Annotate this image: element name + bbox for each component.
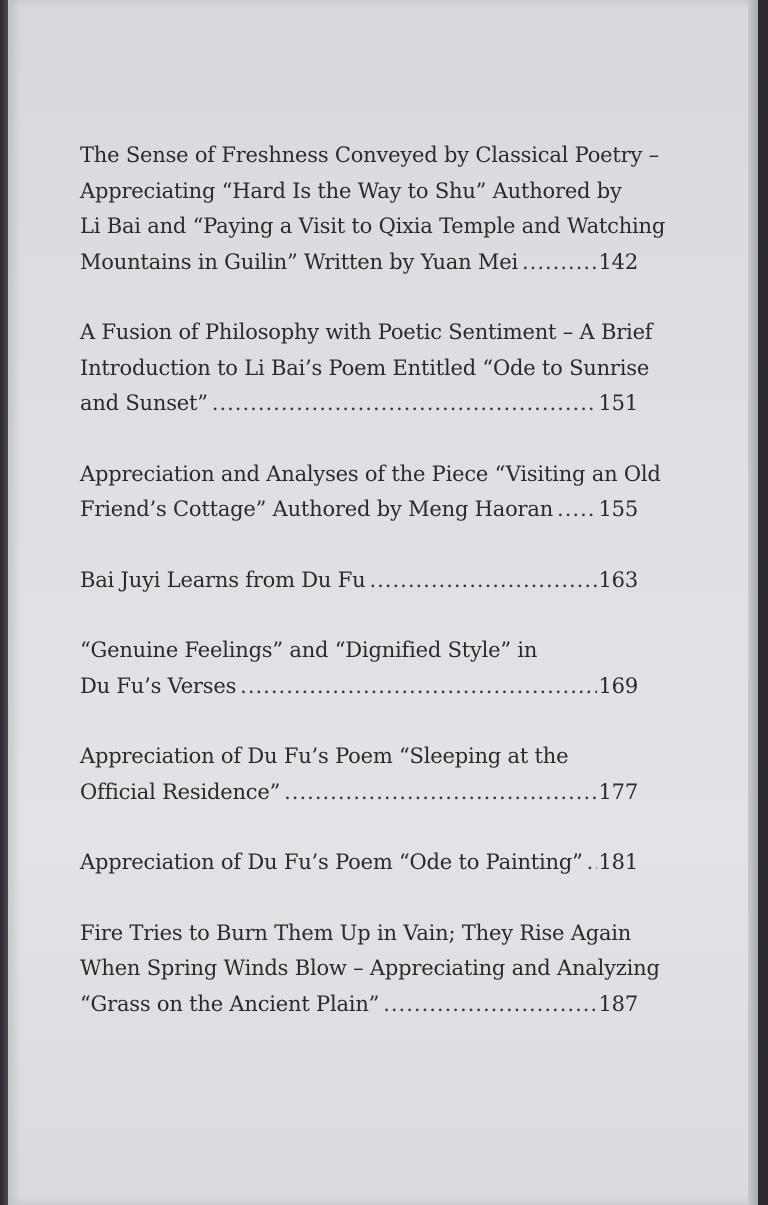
toc-entry-line: The Sense of Freshness Conveyed by Classical Poetry – (80, 143, 659, 167)
toc-entry[interactable] (80, 633, 638, 704)
toc-entry-line: “Genuine Feelings” and “Dignified Style” in (80, 638, 538, 662)
page-number: 163 (598, 567, 638, 592)
toc-entry-line: Mountains in Guilin” Written by Yuan Mei (80, 249, 518, 274)
toc-entry-line: Friend’s Cottage” Authored by Meng Haoran (80, 497, 554, 521)
page-number: 155 (598, 497, 638, 521)
toc-entry[interactable] (80, 138, 666, 280)
toc-entry[interactable] (80, 315, 653, 422)
page-number: 151 (598, 391, 638, 415)
toc-entry-line: Li Bai and “Paying a Visit to Qixia Temple and Watching (80, 214, 666, 238)
toc-entry[interactable] (80, 845, 638, 881)
dot-leader (212, 386, 597, 422)
toc-entry-line: Appreciating “Hard Is the Way to Shu” Authored by (80, 178, 622, 203)
toc-entry-line: Official Residence” (80, 779, 281, 804)
toc-entry-line: When Spring Winds Blow – Appreciating and Analyzing (80, 956, 660, 980)
dot-leader (522, 245, 597, 281)
toc-entry[interactable] (80, 916, 660, 1023)
dot-leader (557, 492, 596, 528)
toc-entry-line: Appreciation and Analyses of the Piece “Visiting an Old (80, 461, 661, 486)
toc-entry-final-line (80, 845, 638, 881)
dot-leader (240, 669, 596, 705)
toc-entry-line: Appreciation of Du Fu’s Poem “Ode to Painting” (80, 850, 583, 874)
toc-entry[interactable] (80, 563, 638, 599)
toc-entry-final-line (80, 492, 638, 528)
page-edge (748, 0, 758, 1205)
toc-entry[interactable] (80, 457, 661, 528)
toc-entry-line: and Sunset” (80, 391, 208, 415)
page-number: 169 (598, 673, 638, 698)
toc-entry-line: A Fusion of Philosophy with Poetic Sentiment – A Brief (80, 320, 653, 344)
toc-entry-line: Fire Tries to Burn Them Up in Vain; They Rise Again (80, 920, 632, 945)
dot-leader (383, 987, 596, 1023)
page-number: 142 (598, 249, 638, 274)
table-of-contents (80, 138, 666, 1022)
toc-entry-line: Introduction to Li Bai’s Poem Entitled “Ode to Sunrise (80, 355, 650, 380)
book-spine-edge (0, 0, 8, 1205)
dot-leader (587, 845, 597, 881)
toc-entry-final-line (80, 563, 638, 599)
toc-entry-line: Bai Juyi Learns from Du Fu (80, 567, 366, 592)
toc-entry-final-line (80, 245, 638, 281)
toc-entry-final-line (80, 987, 638, 1023)
toc-entry-line: Du Fu’s Verses (80, 673, 237, 698)
dot-leader (284, 775, 596, 811)
toc-entry-final-line (80, 669, 638, 705)
toc-entry-final-line (80, 775, 638, 811)
toc-entry-line: Appreciation of Du Fu’s Poem “Sleeping at the (80, 744, 569, 768)
toc-entry-line: “Grass on the Ancient Plain” (80, 991, 380, 1016)
toc-entry[interactable] (80, 739, 638, 810)
page-number: 181 (598, 850, 638, 874)
page-number: 177 (598, 779, 638, 804)
toc-entry-final-line (80, 386, 638, 422)
page-number: 187 (598, 991, 638, 1016)
dot-leader (369, 563, 596, 599)
